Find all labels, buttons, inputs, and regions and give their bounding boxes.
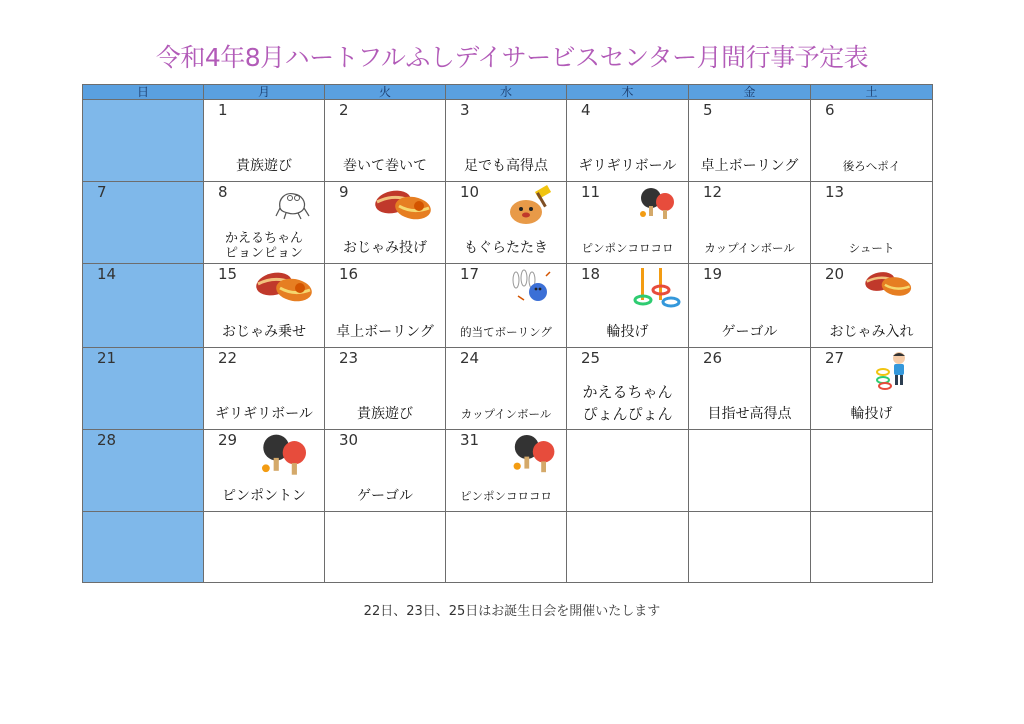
day-cell-31 bbox=[446, 429, 567, 511]
day-cell-2 bbox=[325, 100, 446, 182]
event-label bbox=[204, 231, 324, 261]
weekday-header-row bbox=[83, 85, 933, 100]
event-label: 目指せ高得点 bbox=[707, 405, 792, 422]
event-label-line: ぴょんぴょん bbox=[582, 404, 673, 423]
day-cell-27 bbox=[811, 348, 933, 429]
day-number: 2 bbox=[339, 101, 349, 119]
day-number: 26 bbox=[703, 349, 723, 368]
day-number: 17 bbox=[460, 265, 480, 284]
day-number: 1 bbox=[218, 101, 228, 119]
weekday-thursday: 木 bbox=[567, 85, 689, 100]
event-label: 足でも高得点 bbox=[464, 158, 548, 175]
bowling-icon bbox=[506, 266, 556, 310]
day-cell-empty bbox=[83, 100, 204, 182]
day-number: 16 bbox=[339, 265, 359, 284]
day-cell-16 bbox=[325, 264, 446, 348]
day-number: 6 bbox=[825, 101, 835, 119]
day-cell-empty bbox=[811, 429, 933, 511]
day-number: 25 bbox=[581, 349, 601, 368]
day-cell-14 bbox=[83, 264, 204, 348]
day-number: 21 bbox=[97, 349, 117, 368]
event-label: おじゃみ投げ bbox=[343, 240, 427, 257]
beanbag-icon bbox=[863, 270, 915, 302]
beanbag-icon bbox=[254, 270, 316, 308]
day-cell-6 bbox=[811, 100, 933, 182]
day-cell-empty bbox=[204, 511, 325, 582]
day-number: 13 bbox=[825, 183, 845, 202]
ring-toss-icon bbox=[633, 266, 681, 312]
event-label: おじゃみ乗せ bbox=[222, 324, 306, 341]
event-label: ギリギリボール bbox=[578, 158, 677, 175]
event-label: ピンポントン bbox=[222, 487, 306, 504]
day-cell-30 bbox=[325, 429, 446, 511]
week-row bbox=[83, 429, 933, 511]
day-cell-11 bbox=[567, 182, 689, 264]
day-cell-29 bbox=[204, 429, 325, 511]
day-number: 22 bbox=[218, 349, 238, 368]
event-label: おじゃみ入れ bbox=[829, 324, 914, 341]
day-cell-24 bbox=[446, 348, 567, 429]
weekday-saturday: 土 bbox=[811, 85, 933, 100]
week-row bbox=[83, 511, 933, 582]
frog-icon bbox=[274, 186, 312, 224]
birthday-party-note: 22日、23日、25日はお誕生日会を開催いたします bbox=[363, 604, 661, 619]
event-label: ピンポンコロコロ bbox=[581, 241, 674, 256]
day-cell-25 bbox=[567, 348, 689, 429]
weekday-monday: 月 bbox=[204, 85, 325, 100]
day-number: 5 bbox=[703, 101, 713, 119]
day-cell-12 bbox=[689, 182, 811, 264]
day-number: 29 bbox=[218, 430, 238, 449]
day-number: 15 bbox=[218, 265, 238, 284]
day-cell-7 bbox=[83, 182, 204, 264]
day-number: 11 bbox=[581, 183, 601, 202]
mole-icon bbox=[506, 184, 556, 228]
day-cell-28 bbox=[83, 429, 204, 511]
day-cell-22 bbox=[204, 348, 325, 429]
event-label-line: かえるちゃん bbox=[582, 382, 673, 401]
weekday-tuesday: 火 bbox=[325, 85, 446, 100]
event-label-line: かえるちゃん bbox=[224, 231, 303, 247]
day-number: 30 bbox=[339, 430, 359, 449]
day-number: 4 bbox=[581, 101, 591, 119]
day-number: 8 bbox=[218, 183, 228, 202]
ping-pong-icon bbox=[258, 432, 310, 480]
weekday-sunday: 日 bbox=[83, 85, 204, 100]
event-label: 貴族遊び bbox=[357, 405, 413, 422]
day-cell-20 bbox=[811, 264, 933, 348]
day-number: 9 bbox=[339, 183, 349, 202]
day-cell-23 bbox=[325, 348, 446, 429]
event-label: ゲーゴル bbox=[357, 487, 413, 504]
event-label-line: ピョンピョン bbox=[224, 246, 303, 262]
event-label: 輪投げ bbox=[850, 405, 893, 422]
day-cell-empty bbox=[567, 429, 689, 511]
day-number: 31 bbox=[460, 430, 480, 449]
day-cell-13 bbox=[811, 182, 933, 264]
day-number: 28 bbox=[97, 430, 117, 449]
week-row bbox=[83, 348, 933, 429]
event-label: 貴族遊び bbox=[236, 158, 292, 175]
day-cell-5 bbox=[689, 100, 811, 182]
day-cell-9 bbox=[325, 182, 446, 264]
day-cell-18 bbox=[567, 264, 689, 348]
day-number: 18 bbox=[581, 265, 601, 284]
day-number: 23 bbox=[339, 349, 359, 368]
event-label: ゲーゴル bbox=[721, 324, 778, 341]
ping-pong-icon bbox=[510, 432, 558, 478]
day-number: 10 bbox=[460, 183, 480, 202]
event-label: カップインボール bbox=[704, 241, 795, 256]
day-cell-4 bbox=[567, 100, 689, 182]
day-cell-empty bbox=[689, 511, 811, 582]
week-row bbox=[83, 182, 933, 264]
event-label bbox=[567, 381, 688, 425]
weekday-friday: 金 bbox=[689, 85, 811, 100]
day-number: 19 bbox=[703, 265, 723, 284]
event-label: 巻いて巻いて bbox=[343, 158, 427, 175]
day-cell-empty bbox=[446, 511, 567, 582]
event-calendar bbox=[82, 84, 933, 583]
day-cell-21 bbox=[83, 348, 204, 429]
day-cell-3 bbox=[446, 100, 567, 182]
day-cell-15 bbox=[204, 264, 325, 348]
event-label: シュート bbox=[848, 241, 895, 256]
event-label: カップインボール bbox=[460, 406, 552, 421]
event-label: 輪投げ bbox=[606, 324, 649, 341]
day-cell-empty bbox=[811, 511, 933, 582]
day-cell-empty bbox=[325, 511, 446, 582]
day-number: 20 bbox=[825, 265, 845, 284]
day-cell-empty bbox=[83, 511, 204, 582]
weekday-wednesday: 水 bbox=[446, 85, 567, 100]
day-cell-empty bbox=[689, 429, 811, 511]
day-number: 27 bbox=[825, 349, 845, 368]
day-cell-17 bbox=[446, 264, 567, 348]
day-number: 24 bbox=[460, 349, 480, 368]
day-cell-empty bbox=[567, 511, 689, 582]
event-label: ピンポンコロコロ bbox=[460, 488, 552, 503]
day-number: 14 bbox=[97, 265, 117, 284]
page-title: 令和4年8月ハートフルふしデイサービスセンター月間行事予定表 bbox=[155, 43, 869, 72]
day-number: 7 bbox=[97, 183, 107, 202]
boy-ring-toss-icon bbox=[875, 350, 915, 394]
day-number: 12 bbox=[703, 183, 723, 202]
ping-pong-icon bbox=[637, 186, 677, 224]
event-label: 後ろへポイ bbox=[842, 159, 901, 174]
event-label: 的当てボーリング bbox=[460, 325, 552, 340]
event-label: もぐらたたき bbox=[464, 240, 548, 257]
event-label: 卓上ボーリング bbox=[336, 324, 434, 341]
day-cell-8 bbox=[204, 182, 325, 264]
beanbag-icon bbox=[373, 188, 435, 226]
day-cell-26 bbox=[689, 348, 811, 429]
day-cell-1 bbox=[204, 100, 325, 182]
day-number: 3 bbox=[460, 101, 470, 119]
event-label: ギリギリボール bbox=[215, 405, 313, 422]
day-cell-19 bbox=[689, 264, 811, 348]
week-row bbox=[83, 100, 933, 182]
event-label: 卓上ボーリング bbox=[700, 158, 799, 175]
week-row bbox=[83, 264, 933, 348]
day-cell-10 bbox=[446, 182, 567, 264]
